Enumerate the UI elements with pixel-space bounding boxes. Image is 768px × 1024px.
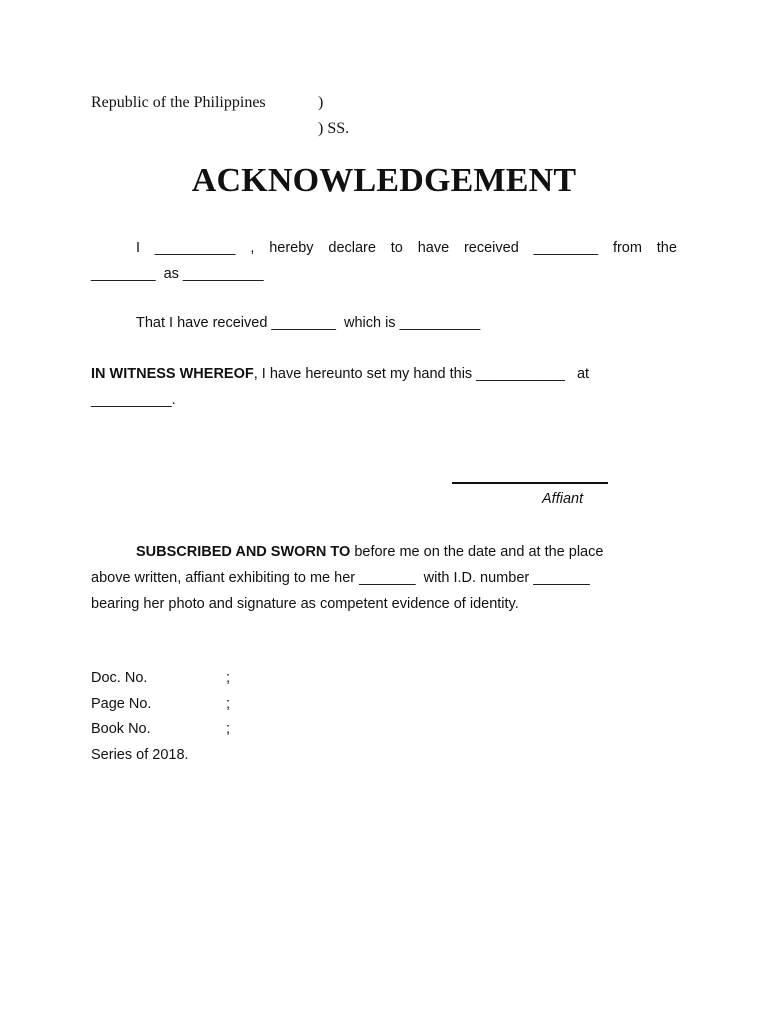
- decl-word: received: [463, 240, 519, 256]
- received-paragraph: That I have received ________ which is __________: [136, 315, 481, 331]
- venue-paren: ): [318, 94, 324, 111]
- jurat-line-1: [91, 539, 677, 565]
- witness-line-2: __________.: [91, 392, 176, 408]
- witness-paragraph: [91, 361, 677, 413]
- decl-word: from: [612, 240, 642, 256]
- decl-word: hereby: [269, 240, 314, 256]
- venue-ss: ) SS.: [318, 120, 350, 137]
- notary-doc-semicolon: ;: [226, 670, 231, 686]
- notary-book-label: Book No.: [91, 721, 151, 737]
- document-title: ACKNOWLEDGEMENT: [191, 162, 577, 199]
- jurat-paragraph: [91, 539, 677, 617]
- notary-doc-label: Doc. No.: [91, 670, 148, 686]
- notary-series: Series of 2018.: [91, 747, 189, 763]
- declaration-line-1: [91, 235, 677, 261]
- signature-line: [452, 482, 608, 484]
- notary-book-semicolon: ;: [226, 721, 231, 737]
- jurat-line-2: above written, affiant exhibiting to me her _______ with I.D. number _______: [91, 570, 590, 586]
- witness-heading: IN WITNESS WHEREOF: [91, 366, 254, 382]
- jurat-text: before me on the date and at the place: [350, 544, 604, 560]
- witness-line-1: [91, 361, 677, 387]
- decl-word: I: [136, 240, 141, 256]
- jurat-heading: SUBSCRIBED AND SWORN TO: [136, 544, 351, 560]
- decl-blank-name: __________: [154, 240, 236, 256]
- decl-word: ,: [250, 240, 255, 256]
- witness-text: , I have hereunto set my hand this ___________ at: [253, 366, 590, 382]
- decl-word: to: [390, 240, 403, 256]
- declaration-paragraph: [91, 235, 677, 287]
- decl-word: the: [656, 240, 677, 256]
- affiant-label: Affiant: [542, 491, 584, 507]
- jurat-line-3: bearing her photo and signature as competent evidence of identity.: [91, 596, 519, 612]
- decl-word: declare: [328, 240, 376, 256]
- decl-blank-item: ________: [533, 240, 599, 256]
- venue-country: Republic of the Philippines: [91, 94, 266, 111]
- declaration-line-2: ________ as __________: [91, 266, 264, 282]
- decl-word: have: [417, 240, 450, 256]
- notary-page-semicolon: ;: [226, 696, 231, 712]
- notary-page-label: Page No.: [91, 696, 152, 712]
